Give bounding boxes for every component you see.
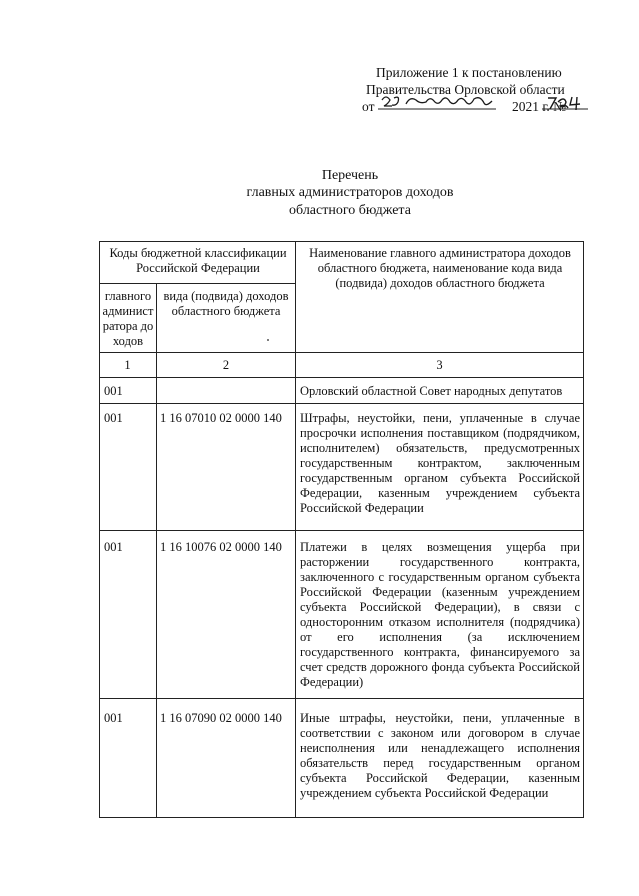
row-2-admin-code: 001 [104,411,123,425]
row-1-bottom-line [99,403,584,404]
scan-speck [267,339,269,341]
handwritten-date-signature [376,92,498,116]
revenue-admin-table [99,241,584,818]
from-prefix: от [362,99,375,114]
row-3-admin-code: 001 [104,540,123,554]
row-2-income-code: 1 16 07010 02 0000 140 [160,411,282,425]
header-bottom-line [99,352,584,353]
row-2-admin-name: Штрафы, неустойки, пени, уплаченные в случае просрочки исполнения поставщиком (подрядчиком, исполнителем) обязательств, предусмотренных государственным контрактом, заключенным государственным органом субъекта Российской Федерации, казенным учреждением субъекта Российской Федерации [300,411,580,515]
row-4-income-code: 1 16 07090 02 0000 140 [160,711,282,725]
year-number-label: 2021 г. № [512,99,567,114]
row-4-admin-name: Иные штрафы, неустойки, пени, уплаченные в соответствии с законом или договором в случае неисполнения или ненадлежащего исполнения обязательств перед государственным органом субъекта Российской Федерации, казенным учреждением субъекта Российской Федерации [300,711,580,800]
header-split-line [99,283,296,284]
appendix-line-1: Приложение 1 к постановлению [376,65,562,80]
row-4-admin-code: 001 [104,711,123,725]
header-name-col: Наименование главного администратора доходов областного бюджета, наименование кода вида (подвида) доходов областного бюджета [309,246,571,290]
table-border-top [99,241,584,242]
header-type-col: вида (подвида) доходов областного бюджета [163,289,289,318]
row-3-income-code: 1 16 10076 02 0000 140 [160,540,282,554]
col-numbers-bottom-line [99,377,584,378]
header-codes-group: Коды бюджетной классификации Российской Федерации [109,246,287,275]
handwritten-number-signature [542,92,588,116]
doc-title: Перечень [321,168,379,183]
col-number-1: 1 [124,358,131,372]
row-3-bottom-line [99,698,584,699]
row-3-admin-name: Платежи в целях возмещения ущерба при расторжении государственного контракта, заключенного с государственным органом субъекта Российской Федерации (казенным учреждением субъекта Российской Федерации), в связи с односторонним отказом исполнителя (подрядчика) от его исполнения (за исключением государственного контракта, финансируемого за счет средств дорожного фонда субъекта Российской Федерации) [300,540,580,689]
col-number-2: 2 [222,358,230,372]
col-number-3: 3 [436,358,443,372]
doc-subtitle-1: главных администраторов доходов [246,185,454,200]
header-admin-col: главного администратора доходов [102,289,154,348]
appendix-line-2: Правительства Орловской области [366,82,565,97]
row-1-admin-name: Орловский областной Совет народных депутатов [300,384,563,398]
doc-subtitle-2: областного бюджета [289,203,411,218]
row-1-admin-code: 001 [104,384,123,398]
appendix-date-line [362,98,602,120]
table-border-bottom [99,817,584,818]
row-2-bottom-line [99,530,584,531]
